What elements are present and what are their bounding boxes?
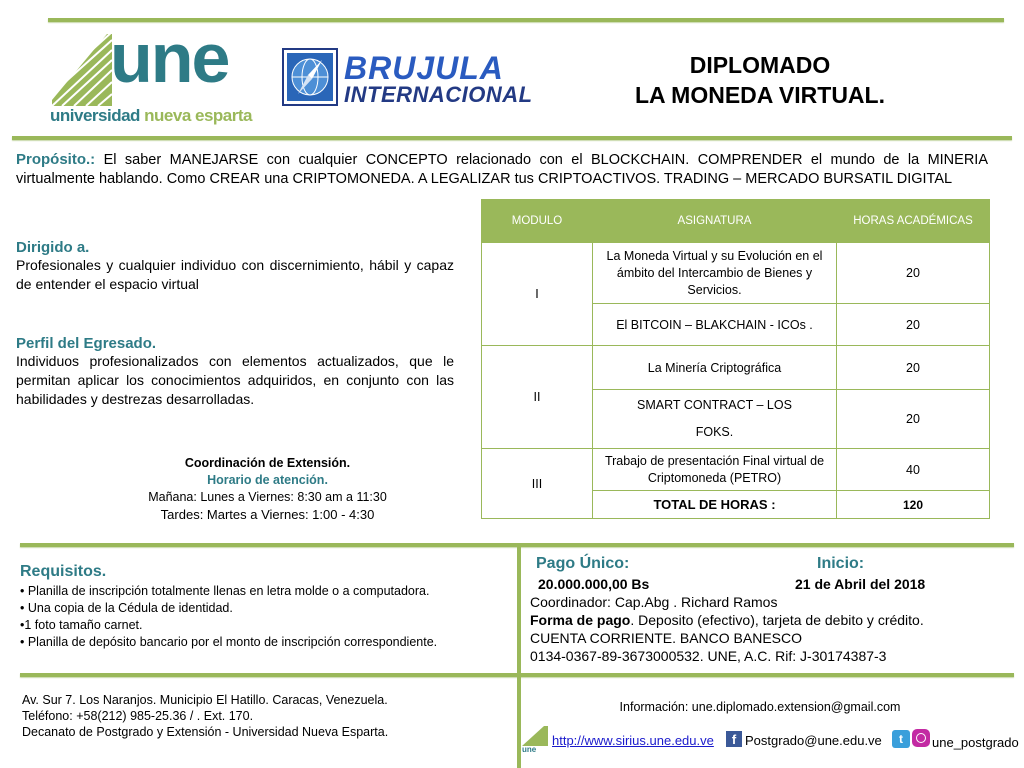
inicio-label: Inicio: bbox=[817, 555, 865, 572]
modulo-cell: III bbox=[482, 449, 593, 519]
forma-pago-text: . Deposito (efectivo), tarjeta de debito y crédito. bbox=[630, 612, 924, 628]
header-modulo: MODULO bbox=[482, 200, 593, 243]
website-link[interactable]: http://www.sirius.une.edu.ve bbox=[552, 733, 714, 748]
requisitos-label: Requisitos. bbox=[20, 563, 107, 580]
footer-links bbox=[522, 726, 1024, 756]
asignatura-cell: La Moneda Virtual y su Evolución en el ámbito del Intercambio de Bienes y Servicios. bbox=[593, 243, 837, 304]
modulo-cell: I bbox=[482, 243, 593, 346]
une-logo bbox=[48, 19, 252, 130]
forma-pago-line bbox=[530, 611, 1000, 629]
requisitos-section bbox=[20, 563, 510, 651]
horas-cell: 20 bbox=[837, 346, 990, 390]
une-logo-subtitle bbox=[50, 106, 252, 126]
title-line-1: DIPLOMADO bbox=[689, 52, 831, 78]
asignatura-cell: Trabajo de presentación Final virtual de Criptomoneda (PETRO) bbox=[593, 449, 837, 491]
header-asignatura: ASIGNATURA bbox=[593, 200, 837, 243]
footer-address bbox=[22, 692, 502, 740]
dirigido-label: Dirigido a. bbox=[16, 239, 90, 256]
requisito-item: • Planilla de inscripción totalmente llenas en letra molde o a computadora. bbox=[20, 584, 430, 598]
title-line-2: LA MONEDA VIRTUAL. bbox=[634, 82, 885, 108]
horas-cell: 40 bbox=[837, 449, 990, 491]
horas-cell: 20 bbox=[837, 390, 990, 449]
proposito-text: El saber MANEJARSE con cualquier CONCEPTO relacionado con el BLOCKCHAIN. COMPRENDER el mundo de la MINERIA virtualmente hablando. Como CREAR una CRIPTOMONEDA. A LEGALIZAR tus CRIPTOACTIVOS. TRADING – MERCADO BURSATIL DIGITAL bbox=[16, 152, 988, 187]
horario-label: Horario de atención. bbox=[207, 473, 328, 487]
brujula-wordmark: BRUJULA bbox=[344, 50, 504, 86]
asignatura-cell bbox=[593, 390, 837, 449]
header-horas: HORAS ACADÉMICAS bbox=[837, 200, 990, 243]
table-row bbox=[482, 449, 990, 491]
proposito-paragraph bbox=[16, 150, 988, 189]
facebook-icon[interactable]: f bbox=[726, 731, 742, 747]
instagram-handle[interactable]: une_postgrado bbox=[932, 735, 1019, 750]
pago-monto: 20.000.000,00 Bs bbox=[538, 576, 650, 592]
facebook-handle[interactable]: Postgrado@une.edu.ve bbox=[745, 733, 882, 748]
brujula-logo bbox=[282, 48, 547, 110]
internacional-wordmark: INTERNACIONAL bbox=[344, 82, 533, 107]
perfil-section bbox=[16, 335, 454, 409]
modulo-cell: II bbox=[482, 346, 593, 449]
requisito-item: •1 foto tamaño carnet. bbox=[20, 618, 143, 632]
une-logo-subtitle-a: universidad bbox=[50, 106, 140, 125]
asignatura-cell: El BITCOIN – BLAKCHAIN - ICOs . bbox=[593, 304, 837, 346]
page-title bbox=[590, 50, 930, 110]
total-label-cell: TOTAL DE HORAS : bbox=[593, 491, 837, 519]
horario-manana: Mañana: Lunes a Viernes: 8:30 am a 11:30 bbox=[148, 490, 387, 504]
dirigido-section bbox=[16, 239, 454, 294]
total-value-cell: 120 bbox=[837, 491, 990, 519]
pago-section bbox=[530, 555, 1000, 665]
une-mini-logo-icon bbox=[522, 726, 548, 752]
table-row bbox=[482, 346, 990, 390]
header-divider bbox=[12, 136, 1012, 140]
direccion-text: Av. Sur 7. Los Naranjos. Municipio El Hatillo. Caracas, Venezuela. bbox=[22, 693, 388, 707]
forma-pago-label: Forma de pago bbox=[530, 612, 631, 628]
instagram-icon[interactable] bbox=[912, 729, 930, 747]
asignatura-line-a: SMART CONTRACT – LOS bbox=[637, 398, 792, 412]
vertical-divider bbox=[517, 545, 521, 768]
inicio-fecha: 21 de Abril del 2018 bbox=[795, 576, 926, 592]
dirigido-text: Profesionales y cualquier individuo con discernimiento, hábil y capaz de entender el espacio virtual bbox=[16, 257, 454, 292]
table-row bbox=[482, 243, 990, 304]
une-logo-wordmark: une bbox=[110, 19, 229, 97]
pago-label: Pago Único: bbox=[536, 555, 630, 572]
coordinacion-block bbox=[100, 455, 435, 523]
module-table bbox=[481, 199, 990, 519]
coordinador-text: Coordinador: Cap.Abg . Richard Ramos bbox=[530, 594, 778, 610]
twitter-icon[interactable]: t bbox=[892, 730, 910, 748]
telefono-text: Teléfono: +58(212) 985-25.36 / . Ext. 170. bbox=[22, 709, 254, 723]
decanato-text: Decanato de Postgrado y Extensión - Universidad Nueva Esparta. bbox=[22, 725, 389, 739]
compass-globe-icon bbox=[282, 48, 338, 106]
horas-cell: 20 bbox=[837, 243, 990, 304]
informacion-text: Información: une.diplomado.extension@gmail.com bbox=[619, 700, 901, 714]
table-header-row bbox=[482, 200, 990, 243]
horario-tardes: Tardes: Martes a Viernes: 1:00 - 4:30 bbox=[160, 507, 375, 522]
perfil-text: Individuos profesionalizados con elementos actualizados, que le permitan aplicar los conocimientos adquiridos, en conjunto con las habilidades y destrezas desarrolladas. bbox=[16, 353, 454, 407]
cuenta-text: CUENTA CORRIENTE. BANCO BANESCO bbox=[530, 630, 803, 646]
une-logo-stripes-icon bbox=[52, 34, 112, 106]
numero-cuenta-text: 0134-0367-89-3673000532. UNE, A.C. Rif: J-30174387-3 bbox=[530, 648, 887, 664]
asignatura-line-b: FOKS. bbox=[695, 425, 734, 439]
requisito-item: • Una copia de la Cédula de identidad. bbox=[20, 601, 233, 615]
proposito-label: Propósito.: bbox=[16, 151, 96, 168]
perfil-label: Perfil del Egresado. bbox=[16, 335, 157, 352]
asignatura-cell: La Minería Criptográfica bbox=[593, 346, 837, 390]
coordinacion-title: Coordinación de Extensión. bbox=[184, 456, 351, 470]
une-logo-subtitle-b: nueva esparta bbox=[144, 106, 252, 125]
requisito-item: • Planilla de depósito bancario por el monto de inscripción correspondiente. bbox=[20, 635, 438, 649]
horas-cell: 20 bbox=[837, 304, 990, 346]
svg-text:une: une bbox=[522, 745, 537, 752]
